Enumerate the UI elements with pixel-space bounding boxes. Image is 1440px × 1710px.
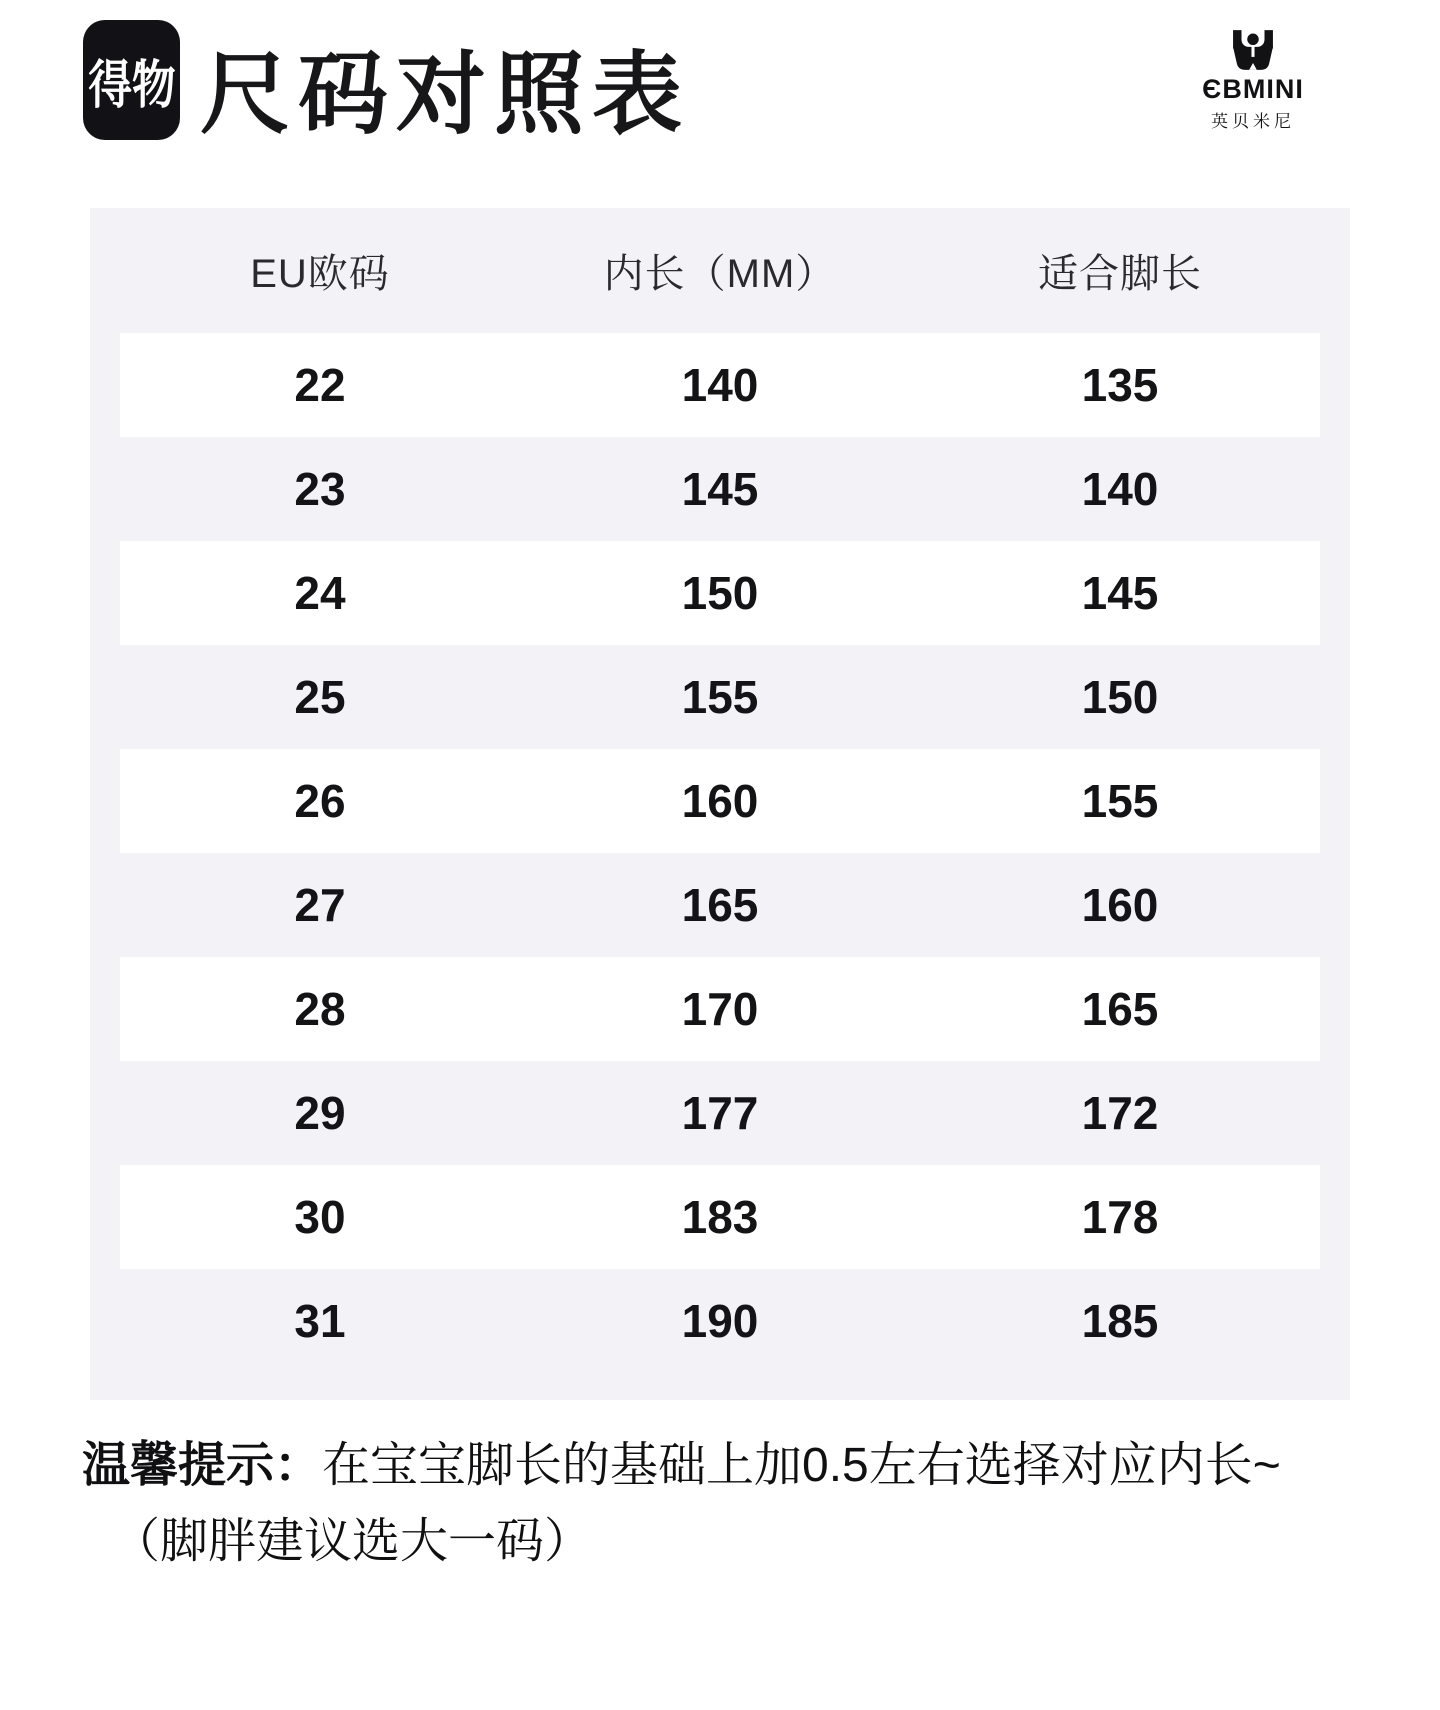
cell-eu-size: 24 [294, 567, 346, 619]
table-row [120, 1061, 1320, 1165]
cell-foot-length: 140 [1081, 463, 1159, 515]
cell-foot-length: 178 [1081, 1191, 1159, 1243]
tip-text [82, 1428, 1392, 1580]
cell-eu-size: 27 [294, 879, 346, 931]
table-row [120, 853, 1320, 957]
cell-foot-length: 155 [1081, 775, 1159, 827]
table-row [120, 645, 1320, 749]
tip-line2: （脚胖建议选大一码） [112, 1515, 593, 1568]
cell-eu-size: 26 [294, 775, 346, 827]
cell-inner-length: 183 [681, 1191, 759, 1243]
brand-name-chinese: 英贝米尼 [1211, 112, 1295, 131]
brand-name: ЄBMINI [1202, 74, 1304, 104]
cell-eu-size: 31 [294, 1295, 346, 1347]
cell-foot-length: 185 [1081, 1295, 1159, 1347]
table-row [120, 1165, 1320, 1269]
cell-foot-length: 135 [1081, 359, 1159, 411]
cell-foot-length: 165 [1081, 983, 1159, 1035]
cell-inner-length: 150 [681, 567, 759, 619]
cell-eu-size: 25 [294, 671, 346, 723]
brand-logo [1158, 30, 1348, 132]
table-row [120, 333, 1320, 437]
tip-label: 温馨提示： [82, 1439, 323, 1492]
tip-line1-text: 在宝宝脚长的基础上加0.5左右选择对应内长~ [322, 1439, 1281, 1492]
table-row [120, 1269, 1320, 1373]
cell-inner-length: 155 [681, 671, 759, 723]
table-body [90, 333, 1350, 1373]
table-row [120, 437, 1320, 541]
cell-foot-length: 160 [1081, 879, 1159, 931]
column-header-foot-length: 适合脚长 [1038, 252, 1202, 296]
page-title: 尺码对照表 [200, 45, 690, 145]
cell-inner-length: 177 [681, 1087, 759, 1139]
table-header-row [120, 208, 1320, 333]
cell-inner-length: 170 [681, 983, 759, 1035]
dewu-logo-text: 得物 [87, 56, 176, 115]
table-row [120, 541, 1320, 645]
cell-inner-length: 145 [681, 463, 759, 515]
cell-inner-length: 140 [681, 359, 759, 411]
cell-eu-size: 28 [294, 983, 346, 1035]
cell-eu-size: 30 [294, 1191, 346, 1243]
table-row [120, 749, 1320, 853]
cell-foot-length: 145 [1081, 567, 1159, 619]
cell-eu-size: 29 [294, 1087, 346, 1139]
cell-foot-length: 172 [1081, 1087, 1159, 1139]
dewu-logo [83, 20, 180, 140]
cell-inner-length: 160 [681, 775, 759, 827]
cell-inner-length: 165 [681, 879, 759, 931]
cell-eu-size: 23 [294, 463, 346, 515]
cell-foot-length: 150 [1081, 671, 1159, 723]
cell-inner-length: 190 [681, 1295, 759, 1347]
column-header-eu-size: EU欧码 [250, 252, 390, 296]
size-table [90, 208, 1350, 1400]
table-row [120, 957, 1320, 1061]
cell-eu-size: 22 [294, 359, 346, 411]
column-header-inner-length: 内长（MM） [603, 252, 837, 296]
ebmini-crown-icon [1230, 30, 1276, 70]
tip-line1 [82, 1428, 1392, 1504]
